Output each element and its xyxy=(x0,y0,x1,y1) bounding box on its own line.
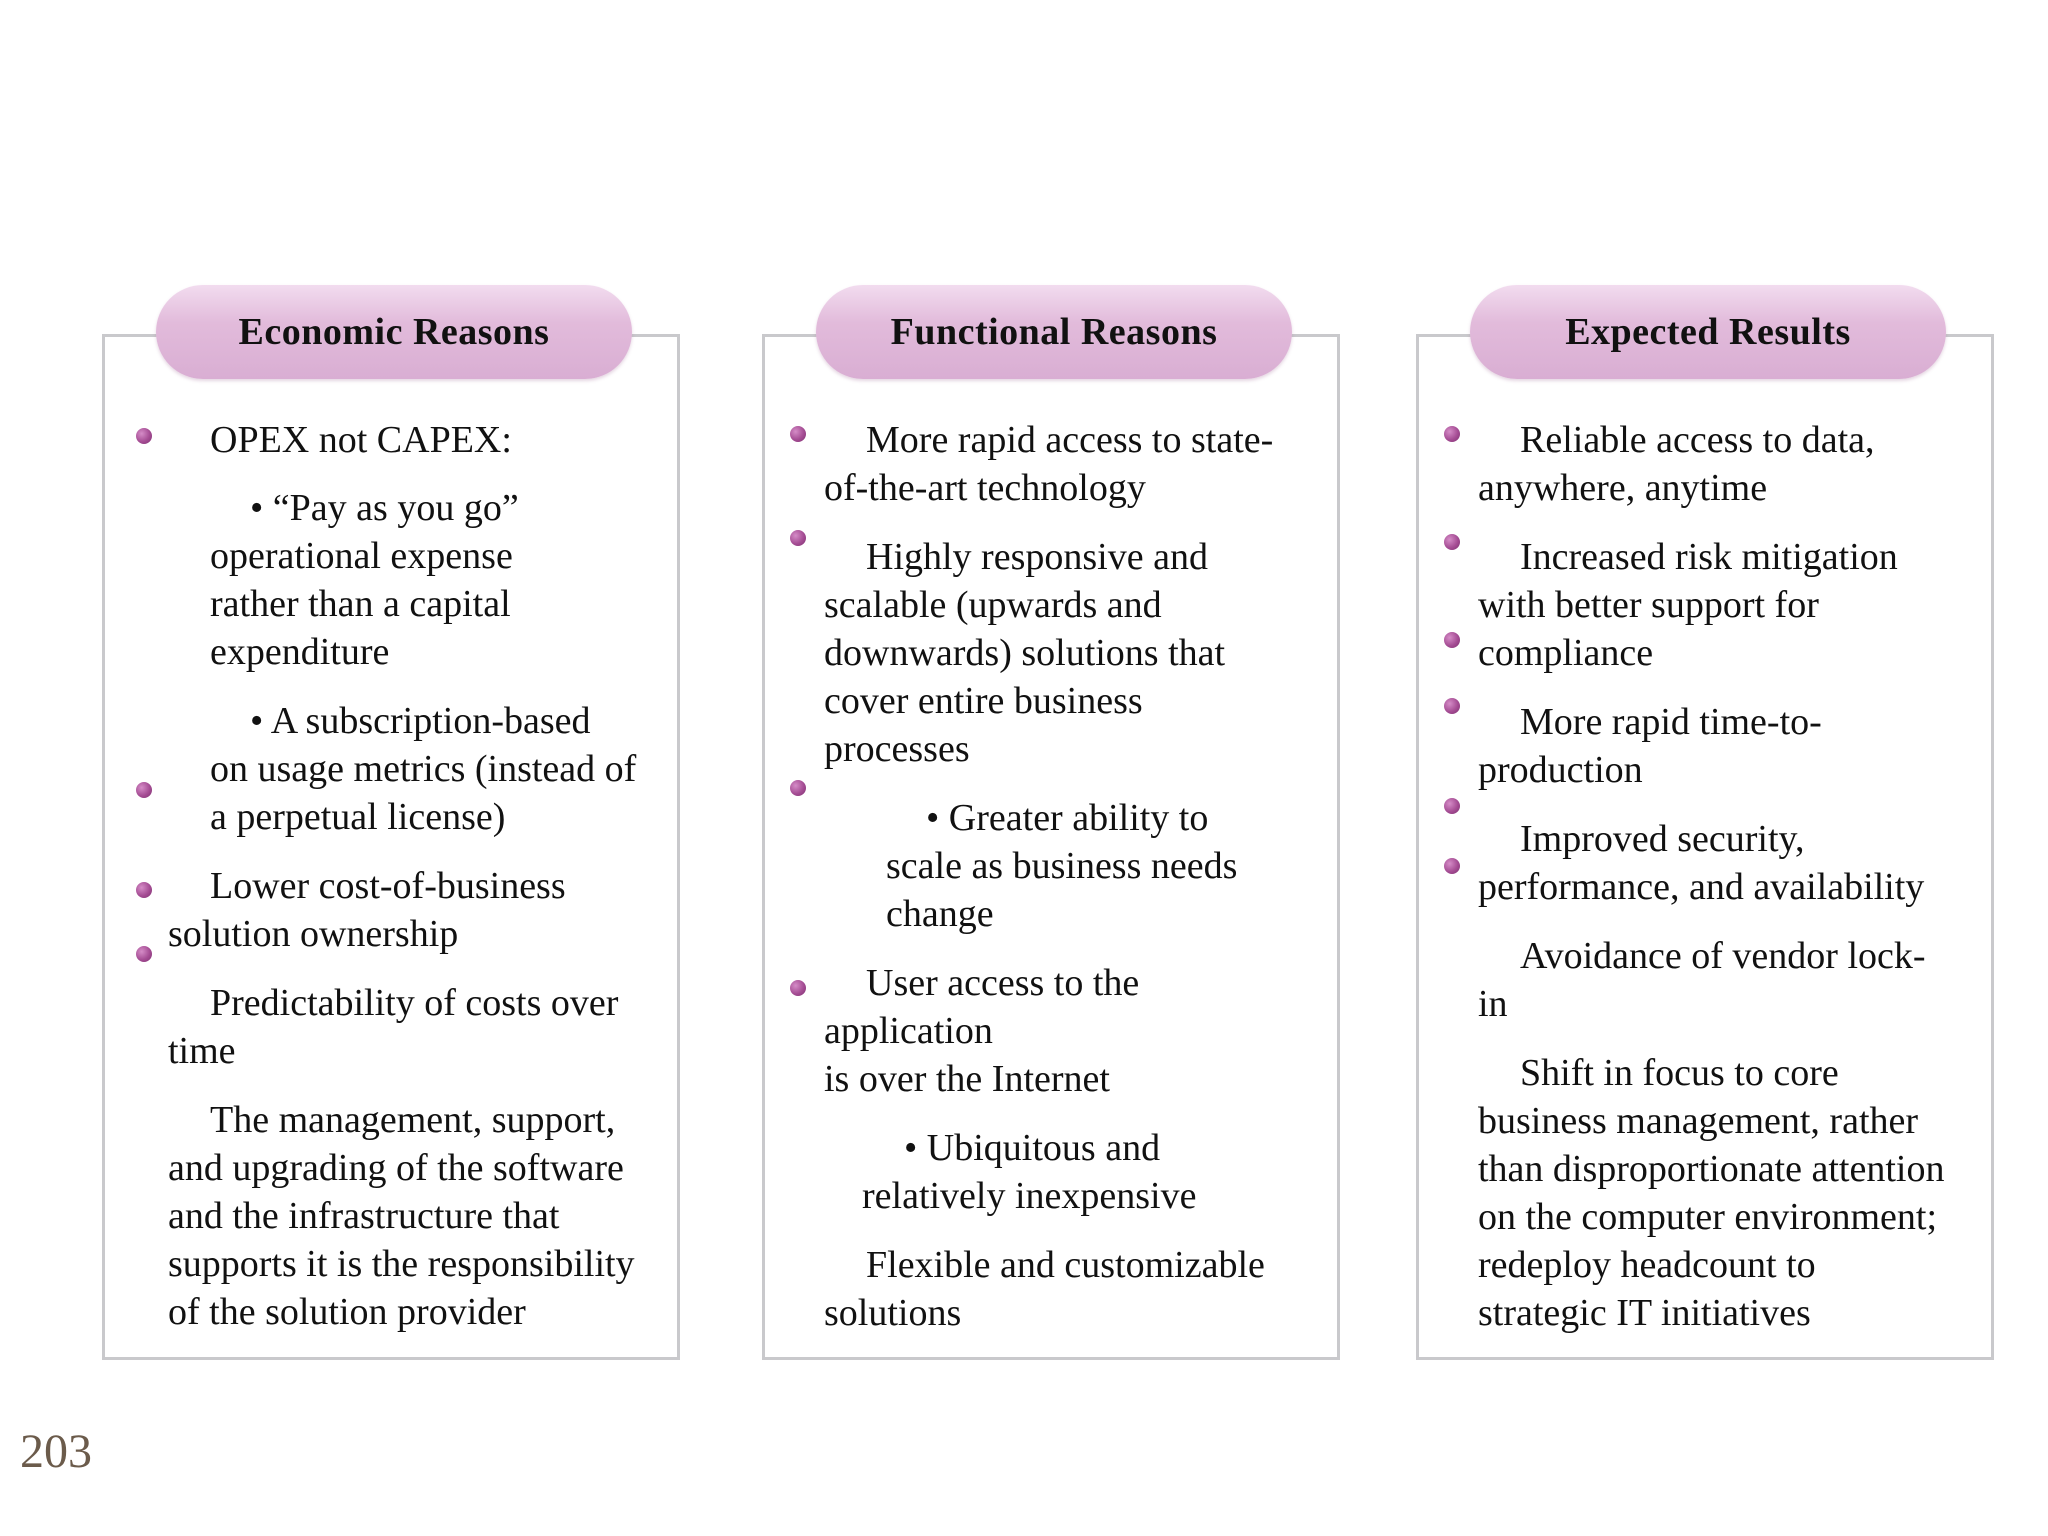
bullet-icon xyxy=(1444,632,1460,648)
list-item-text: production xyxy=(1478,749,1643,791)
bullet-icon xyxy=(1444,798,1460,814)
list-item-text: relatively inexpensive xyxy=(862,1175,1197,1217)
list-item: User access to the xyxy=(866,962,1140,1004)
list-item: The management, support, xyxy=(210,1099,616,1141)
bullet-icon xyxy=(790,780,806,796)
list-item-text: change xyxy=(886,893,994,935)
list-item: Highly responsive and xyxy=(866,536,1208,578)
list-item-text: of-the-art technology xyxy=(824,467,1146,509)
list-item-text: scalable (upwards and xyxy=(824,584,1162,626)
list-item-text: and upgrading of the software xyxy=(168,1147,624,1189)
sub-list-item: • A subscription-based xyxy=(250,700,591,742)
list-item: Reliable access to data, xyxy=(1520,419,1875,461)
list-item-text: business management, rather xyxy=(1478,1100,1919,1142)
list-item-text: and the infrastructure that xyxy=(168,1195,560,1237)
list-item-text: with better support for xyxy=(1478,584,1819,626)
sub-list-item: • Ubiquitous and xyxy=(904,1127,1161,1169)
list-item-text: application xyxy=(824,1010,993,1052)
list-item: Flexible and customizable xyxy=(866,1244,1265,1286)
list-item-text: redeploy headcount to xyxy=(1478,1244,1816,1286)
list-item-text: a perpetual license) xyxy=(210,796,506,838)
bullet-icon xyxy=(1444,698,1460,714)
list-item-text: compliance xyxy=(1478,632,1654,674)
list-item-text: on usage metrics (instead of xyxy=(210,748,637,790)
list-item: OPEX not CAPEX: xyxy=(210,419,512,461)
page-number: 203 xyxy=(20,1425,92,1478)
list-item-text: processes xyxy=(824,728,970,770)
bullet-icon xyxy=(1444,534,1460,550)
list-item: More rapid access to state- xyxy=(866,419,1274,461)
list-item: Shift in focus to core xyxy=(1520,1052,1839,1094)
list-item-text: supports it is the responsibility xyxy=(168,1243,635,1285)
sub-list-item: • “Pay as you go” xyxy=(250,487,519,529)
bullet-icon xyxy=(790,530,806,546)
list-item-text: of the solution provider xyxy=(168,1291,526,1333)
bullet-icon xyxy=(136,428,152,444)
list-item-text: performance, and availability xyxy=(1478,866,1925,908)
list-item-text: scale as business needs xyxy=(886,845,1238,887)
expected-results-header: Expected Results xyxy=(1470,285,1946,379)
list-item: Predictability of costs over xyxy=(210,982,619,1024)
list-item-text: than disproportionate attention xyxy=(1478,1148,1945,1190)
list-item-text: rather than a capital xyxy=(210,583,511,625)
bullet-icon xyxy=(1444,426,1460,442)
list-item: Lower cost-of-business xyxy=(210,865,566,907)
list-item-text: expenditure xyxy=(210,631,390,673)
list-item-text: downwards) solutions that xyxy=(824,632,1226,674)
list-item-text: operational expense xyxy=(210,535,513,577)
bullet-icon xyxy=(790,426,806,442)
list-item: Improved security, xyxy=(1520,818,1805,860)
list-item: More rapid time-to- xyxy=(1520,701,1822,743)
list-item-text: solutions xyxy=(824,1292,962,1334)
list-item-text: time xyxy=(168,1030,236,1072)
economic-reasons-header: Economic Reasons xyxy=(156,285,632,379)
bullet-icon xyxy=(136,882,152,898)
list-item-text: in xyxy=(1478,983,1508,1025)
list-item-text: solution ownership xyxy=(168,913,459,955)
bullet-icon xyxy=(136,946,152,962)
list-item-text: cover entire business xyxy=(824,680,1143,722)
list-item: Avoidance of vendor lock- xyxy=(1520,935,1926,977)
list-item-text: strategic IT initiatives xyxy=(1478,1292,1811,1334)
functional-reasons-header: Functional Reasons xyxy=(816,285,1292,379)
list-item-text: anywhere, anytime xyxy=(1478,467,1768,509)
sub-list-item: • Greater ability to xyxy=(926,797,1209,839)
list-item-text: on the computer environment; xyxy=(1478,1196,1938,1238)
bullet-icon xyxy=(1444,858,1460,874)
list-item: Increased risk mitigation xyxy=(1520,536,1898,578)
bullet-icon xyxy=(136,782,152,798)
bullet-icon xyxy=(790,980,806,996)
list-item-text: is over the Internet xyxy=(824,1058,1110,1100)
